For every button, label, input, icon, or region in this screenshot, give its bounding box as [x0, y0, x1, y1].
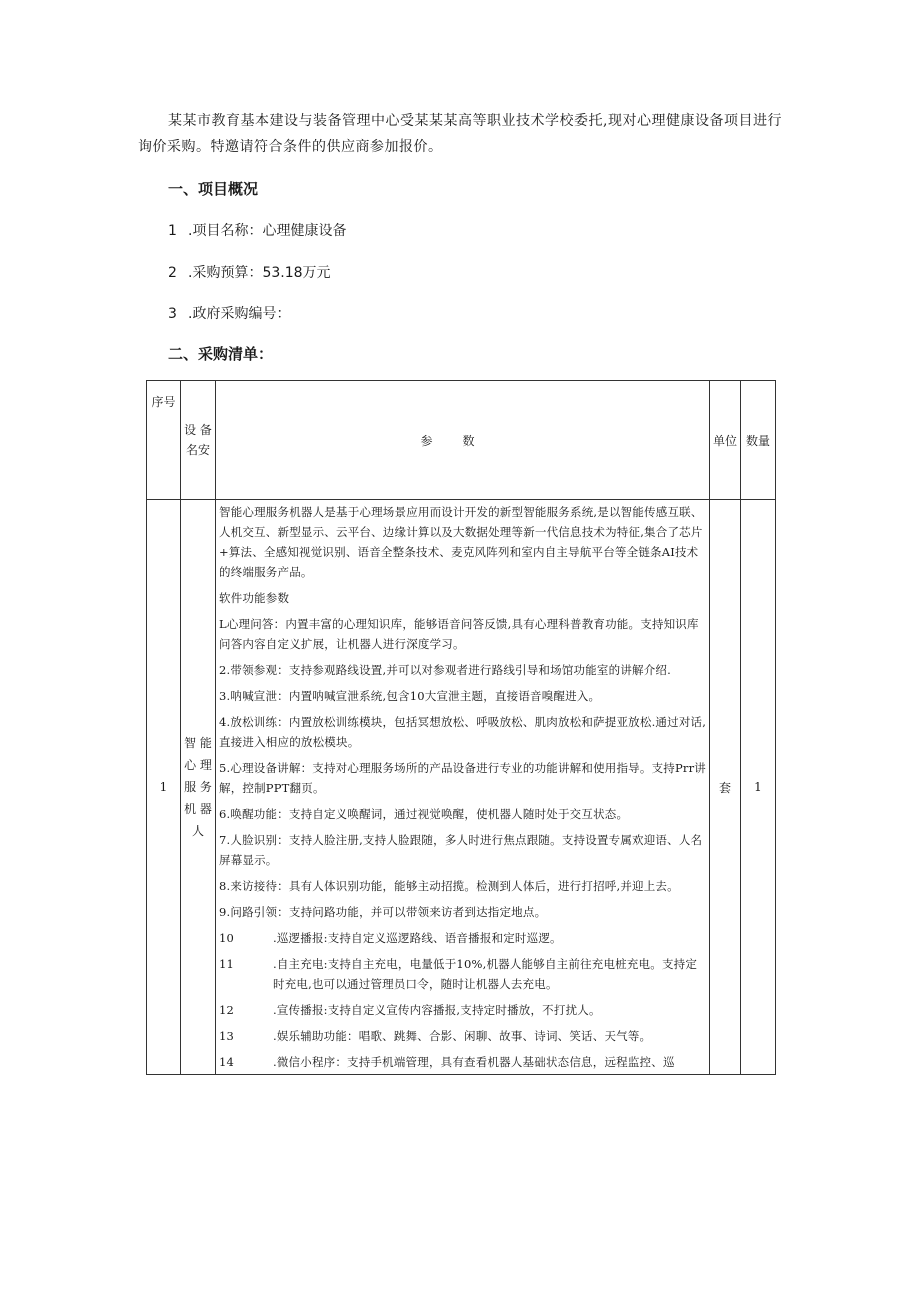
overview-value: 53.18万元 — [262, 265, 331, 281]
header-param: 参数 — [216, 381, 710, 500]
feature-item: 8.来访接待：具有人体识别功能，能够主动招揽。检测到人体后，进行打招呼,并迎上去。 — [219, 879, 679, 893]
feature-item: 2.带领参观：支持参观路线设置,并可以对参观者进行路线引导和场馆功能室的讲解介绍. — [219, 663, 671, 677]
intro-paragraph: 某某市教育基本建设与装备管理中心受某某某高等职业技术学校委托,现对心理健康设备项目进行询价采购。特邀请符合条件的供应商参加报价。 — [138, 113, 782, 155]
header-qty: 数量 — [741, 381, 776, 500]
feature-text: .宣传播报:支持自定义宣传内容播报,支持定时播放，不打扰人。 — [273, 1003, 601, 1017]
overview-num: 2 — [168, 265, 177, 281]
section-title-overview: 一、项目概况 — [168, 180, 259, 198]
feature-item — [219, 1052, 707, 1072]
feature-item — [219, 1026, 707, 1046]
feature-num: 14 — [219, 1055, 235, 1069]
overview-label: .采购预算： — [188, 265, 263, 281]
cell-qty: 1 — [741, 500, 776, 1075]
overview-item-budget — [168, 262, 331, 282]
feature-text: .娱乐辅助功能：唱歌、跳舞、合影、闲聊、故事、诗词、笑话、天气等。 — [273, 1029, 652, 1043]
feature-text: .自主充电:支持自主充电，电量低于10%,机器人能够自主前往充电桩充电。支持定时充电,也可以通过管理员口令，随时让机器人去充电。 — [273, 957, 698, 991]
cell-seq: 1 — [147, 500, 181, 1075]
feature-num: 11 — [219, 957, 235, 971]
overview-item-name — [168, 220, 346, 240]
overview-num: 3 — [168, 306, 177, 322]
overview-label: .政府采购编号： — [188, 306, 291, 322]
header-unit: 单位 — [710, 381, 741, 500]
feature-item: 3.呐喊宣泄：内置呐喊宣泄系统,包含10大宣泄主题，直接语音嗅醒进入。 — [219, 689, 601, 703]
overview-value: 心理健康设备 — [262, 223, 347, 239]
cell-name: 智 能心 理服 务机 器人 — [181, 500, 216, 1075]
header-seq: 序号 — [147, 381, 181, 500]
overview-item-code — [168, 303, 290, 323]
feature-item: 6.唤醒功能：支持自定义唤醒词，通过视觉唤醒，使机器人随时处于交互状态。 — [219, 807, 629, 821]
feature-item — [219, 954, 707, 994]
feature-num: 13 — [219, 1029, 235, 1043]
cell-param — [216, 500, 710, 1075]
table-header-row — [147, 381, 776, 500]
param-soft-title: 软件功能参数 — [219, 591, 290, 605]
overview-num: 1 — [168, 223, 177, 239]
procurement-table — [146, 380, 776, 1075]
feature-text: .巡逻播报:支持自定义巡逻路线、语音播报和定时巡逻。 — [273, 931, 562, 945]
feature-item: 5.心理设备讲解：支持对心理服务场所的产品设备进行专业的功能讲解和使用指导。支持Prr讲解，控制PPT翻页。 — [219, 761, 706, 795]
feature-item: 9.问路引领：支持问路功能，并可以带领来访者到达指定地点。 — [219, 905, 547, 919]
table-row — [147, 500, 776, 1075]
section-title-list: 二、采购清单： — [168, 345, 274, 363]
feature-num: 10 — [219, 931, 235, 945]
feature-item — [219, 1000, 707, 1020]
feature-item: 7.人脸识别：支持人脸注册,支持人脸跟随，多人时进行焦点跟随。支持设置专属欢迎语、人名屏幕显示。 — [219, 833, 703, 867]
feature-item: L心理问答：内置丰富的心理知识库，能够语音问答反馈,具有心理科普教育功能。支持知识库问答内容自定义扩展，让机器人进行深度学习。 — [219, 617, 699, 651]
feature-item — [219, 928, 707, 948]
feature-num: 12 — [219, 1003, 235, 1017]
feature-text: .微信小程序：支持手机端管理，具有查看机器人基础状态信息，远程监控、巡 — [273, 1055, 675, 1069]
overview-label: .项目名称： — [188, 223, 263, 239]
feature-item: 4.放松训练：内置放松训练模块，包括冥想放松、呼吸放松、肌肉放松和萨提亚放松.通过对话,直接进入相应的放松模块。 — [219, 715, 707, 749]
header-name: 设 备名安 — [181, 381, 216, 500]
param-intro: 智能心理服务机器人是基于心理场景应用而设计开发的新型智能服务系统,是以智能传感互联、人机交互、新型显示、云平台、边缘计算以及大数据处理等新一代信息技术为特征,集合了芯片+算法、全感知视觉识别、语音全整条技术、麦克风阵列和室内自主导航平台等全链条AI技术的终端服务产品。 — [219, 505, 703, 579]
cell-unit: 套 — [710, 500, 741, 1075]
